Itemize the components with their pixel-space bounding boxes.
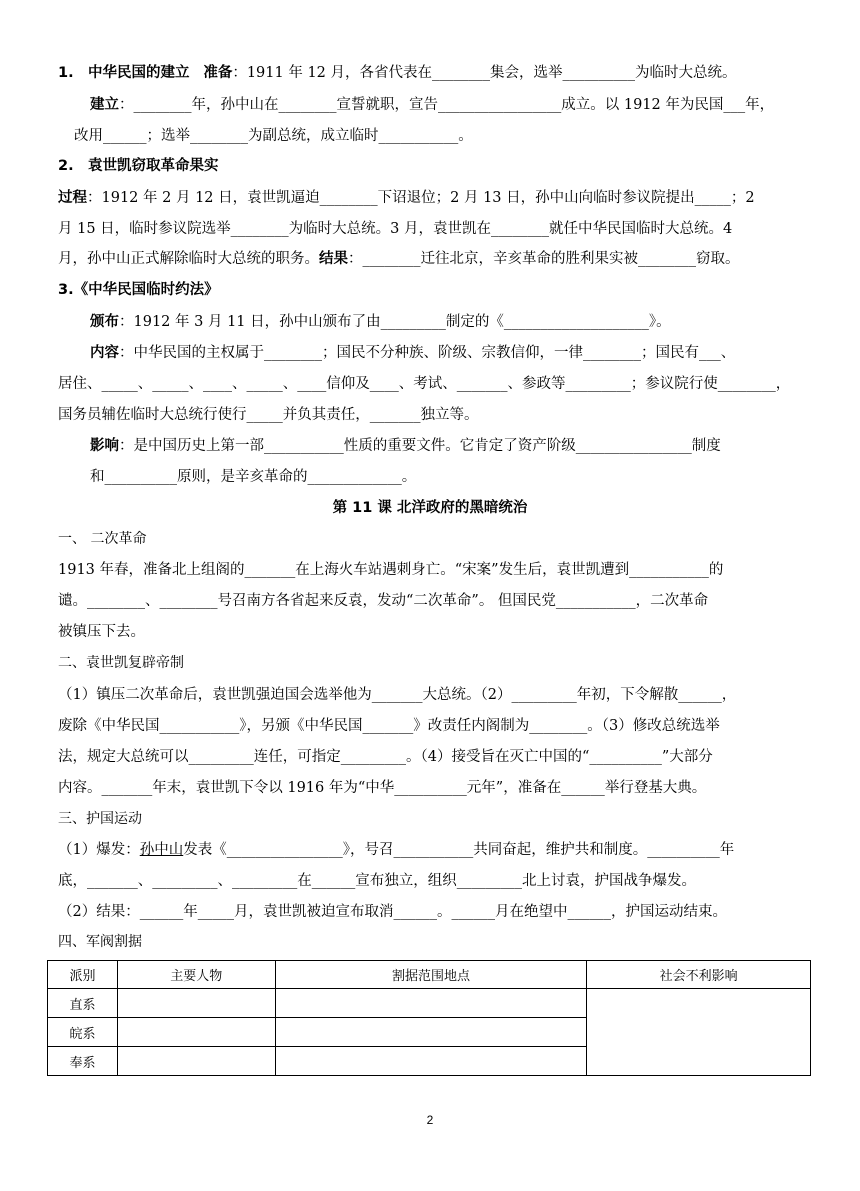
p1-line1: 1913 年春，准备北上组阁的_______在上海火车站遇刺身亡。“宋案”发生后，袁世凯遭到___________的	[58, 562, 724, 578]
s2-number: 2.	[58, 158, 74, 174]
p2-line1: （1）镇压二次革命后，袁世凯强迫国会选举他为_______大总统。（2）_________年初，下令解散______，	[58, 687, 737, 703]
s3-issue-line	[90, 312, 840, 332]
warlords-table	[47, 960, 811, 1076]
table-header-row	[48, 961, 811, 989]
page-number: 2	[426, 1113, 434, 1127]
table-cell-territory[interactable]	[275, 1047, 587, 1076]
table-header-territory: 割据范围地点	[275, 961, 587, 989]
p2-line3: 法，规定大总统可以_________连任，可指定_________。（4）接受旨在灭亡中国的“__________”大部分	[58, 749, 713, 765]
s1-prep-text: ：1911 年 12 月，各省代表在________集会，选举__________为临时大总统。	[232, 65, 737, 81]
s3-content-line3: 国务员辅佐临时大总统行使行_____并负其责任，_______独立等。	[58, 407, 479, 423]
s2-result-label: 结果	[319, 251, 348, 267]
s1-est-line	[90, 95, 840, 115]
s3-content-label: 内容	[90, 345, 119, 361]
p3-heading: 三、护国运动	[58, 811, 142, 827]
p4-heading: 四、军阀割据	[58, 934, 142, 950]
s2-process-label: 过程	[58, 190, 87, 206]
table-header-faction: 派别	[48, 961, 118, 989]
p3-line3: （2）结果：______年_____月，袁世凯被迫宣布取消______。______月在绝望中______，护国运动结束。	[58, 904, 727, 920]
s1-est-text: ：________年，孙中山在________宣誓就职，宣告_________________成立。以 1912 年为民国___年，	[119, 97, 775, 113]
p1-line3: 被镇压下去。	[58, 624, 145, 640]
p2-heading: 二、袁世凯复辟帝制	[58, 655, 184, 671]
s2-heading	[58, 156, 808, 176]
s3-content-line1	[90, 343, 840, 363]
p3-line1-b: 发表《________________》，号召___________共同奋起，维护共和制度。__________年	[183, 842, 735, 858]
s3-heading	[58, 280, 808, 300]
s1-est-line2: 改用______；选举________为副总统，成立临时___________。	[74, 128, 473, 144]
s2-title: 袁世凯窃取革命果实	[88, 158, 219, 174]
p2-line2: 废除《中华民国___________》，另颁《中华民国_______》改责任内阁制为________。（3）修改总统选举	[58, 718, 720, 734]
s3-issue-text: ：1912 年 3 月 11 日，孙中山颁布了由_________制定的《____________________》。	[119, 314, 671, 330]
p3-sun-yatsen-name: 孙中山	[139, 842, 184, 858]
table-header-impact: 社会不利影响	[587, 961, 811, 989]
table-cell-figures[interactable]	[117, 989, 275, 1018]
s2-line3	[58, 249, 808, 269]
lesson-title: 第 11 课 北洋政府的黑暗统治	[332, 500, 528, 516]
p1-line2: 谴。________、________号召南方各省起来反袁，发动“二次革命”。 但国民党___________，二次革命	[58, 593, 709, 609]
s3-content-line2: 居住、_____、_____、____、_____、____信仰及____、考试、_______、参政等_________；参议院行使________，	[58, 376, 791, 392]
table-row-label: 直系	[48, 989, 118, 1018]
s3-impact-label: 影响	[90, 438, 119, 454]
s3-content-text1: ：中华民国的主权属于________；国民不分种族、阶级、宗教信仰，一律________；国民有___、	[119, 345, 736, 361]
p3-line2: 底，_______、_________、_________在______宣布独立，组织_________北上讨袁，护国战争爆发。	[58, 873, 696, 889]
p3-line1	[58, 840, 808, 860]
table-cell-figures[interactable]	[117, 1047, 275, 1076]
s3-impact-line1	[90, 436, 840, 456]
p2-line4: 内容。_______年末，袁世凯下令以 1916 年为“中华__________元年”，准备在______举行登基大典。	[58, 780, 707, 796]
s2-line1-text: ：1912 年 2 月 12 日，袁世凯逼迫________下诏退位；2 月 13 日，孙中山向临时参议院提出_____；2	[87, 190, 755, 206]
table-row-label: 奉系	[48, 1047, 118, 1076]
s1-title: 中华民国的建立	[88, 65, 190, 81]
s3-impact-line2: 和__________原则，是辛亥革命的_____________。	[90, 469, 417, 485]
table-cell-territory[interactable]	[275, 1018, 587, 1047]
s1-est-label: 建立	[90, 97, 119, 113]
s3-impact-text1: ：是中国历史上第一部___________性质的重要文件。它肯定了资产阶级________________制度	[119, 438, 721, 454]
table-row	[48, 989, 811, 1018]
p1-heading: 一、 二次革命	[58, 531, 147, 547]
table-row-label: 皖系	[48, 1018, 118, 1047]
s2-line3-b: ：________迁往北京，辛亥革命的胜利果实被________窃取。	[348, 251, 740, 267]
s1-prep-label: 准备	[203, 65, 233, 81]
s1-number: 1.	[58, 65, 74, 81]
s3-title: 3.《中华民国临时约法》	[58, 282, 219, 298]
s2-line2: 月 15 日，临时参议院选举________为临时大总统。3 月，袁世凯在________就任中华民国临时大总统。4	[58, 221, 733, 237]
s2-line3-a: 月，孙中山正式解除临时大总统的职务。	[58, 251, 319, 267]
s2-line1	[58, 188, 808, 208]
s1-prep-line	[58, 63, 808, 83]
table-cell-figures[interactable]	[117, 1018, 275, 1047]
s3-issue-label: 颁布	[90, 314, 119, 330]
table-cell-impact[interactable]	[587, 989, 811, 1076]
p3-line1-a: （1）爆发：	[58, 842, 140, 858]
table-header-figures: 主要人物	[117, 961, 275, 989]
table-cell-territory[interactable]	[275, 989, 587, 1018]
